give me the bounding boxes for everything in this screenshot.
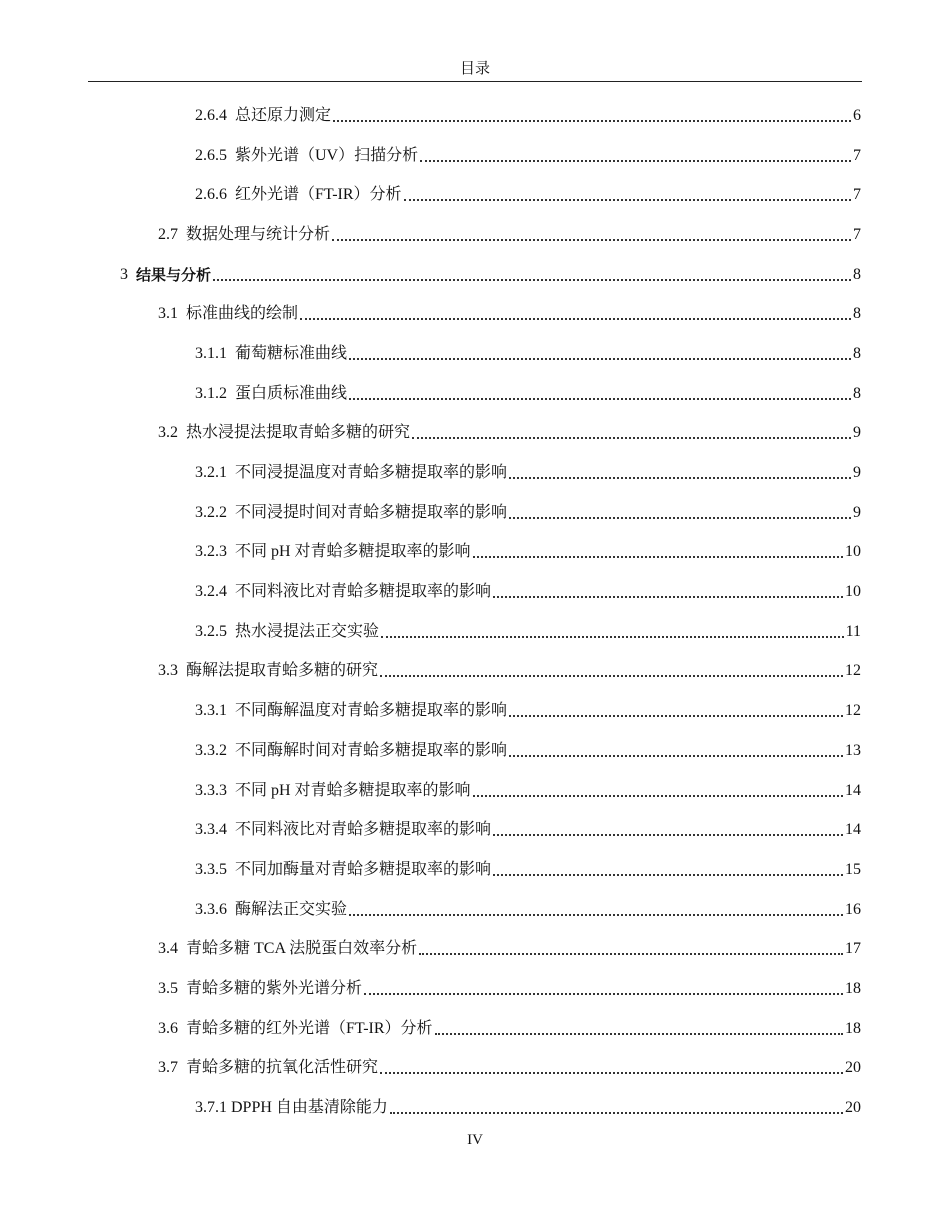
toc-entry-title: 葡萄糖标准曲线 <box>235 344 348 362</box>
toc-entry-number: 3.3.2 <box>195 741 227 759</box>
toc-entry-title: 红外光谱（FT-IR）分析 <box>235 186 402 204</box>
toc-entry-page: 10 <box>845 543 861 561</box>
toc-entry-title: 不同 pH 对青蛤多糖提取率的影响 <box>235 543 471 561</box>
toc-entry-title: 不同酶解时间对青蛤多糖提取率的影响 <box>235 741 508 759</box>
toc-entry-title: 青蛤多糖的紫外光谱分析 <box>186 979 363 997</box>
toc-entry-title: 不同酶解温度对青蛤多糖提取率的影响 <box>235 702 508 720</box>
toc-entry[interactable] <box>0 533 861 573</box>
toc-entry[interactable] <box>0 929 861 969</box>
toc-entry-number: 3.3.3 <box>195 781 227 799</box>
toc-entry-number: 3.2.3 <box>195 543 227 561</box>
toc-entry[interactable] <box>0 414 861 454</box>
dot-leader <box>333 120 851 122</box>
toc-entry[interactable] <box>0 652 861 692</box>
dot-leader <box>349 398 851 400</box>
dot-leader <box>493 874 843 876</box>
toc-entry-number: 3.6 <box>158 1019 178 1037</box>
dot-leader <box>349 914 843 916</box>
dot-leader <box>381 636 844 638</box>
dot-leader <box>420 160 851 162</box>
toc-entry-page: 7 <box>853 225 861 243</box>
toc-entry[interactable] <box>0 294 861 334</box>
toc-entry-number: 3.2.5 <box>195 622 227 640</box>
dot-leader <box>404 199 851 201</box>
dot-leader <box>473 795 843 797</box>
toc-entry-page: 13 <box>845 741 861 759</box>
toc-entry[interactable] <box>0 1009 861 1049</box>
toc-entry-number: 3.1.2 <box>195 384 227 402</box>
dot-leader <box>300 318 851 320</box>
toc-entry-page: 8 <box>853 265 861 283</box>
toc-entry[interactable] <box>0 255 861 295</box>
toc-entry[interactable] <box>0 374 861 414</box>
toc-entry[interactable] <box>0 1088 861 1128</box>
toc-entry-number: 2.6.5 <box>195 146 227 164</box>
toc-entry-number: 3 <box>120 265 128 283</box>
toc-entry-number: 3.3.6 <box>195 900 227 918</box>
toc-entry-page: 12 <box>845 702 861 720</box>
toc-entry-number: 3.3 <box>158 662 178 680</box>
toc-entry-title: DPPH 自由基清除能力 <box>231 1099 388 1117</box>
toc-entry-number: 3.4 <box>158 940 178 958</box>
page-number: IV <box>467 1132 483 1148</box>
dot-leader <box>390 1112 843 1114</box>
dot-leader <box>435 1033 843 1035</box>
dot-leader <box>213 279 851 281</box>
page-header-title: 目录 <box>459 61 490 77</box>
toc-entry-page: 15 <box>845 860 861 878</box>
toc-entry-number: 3.7.1 <box>195 1099 227 1117</box>
dot-leader <box>380 675 843 677</box>
toc-entry-title: 青蛤多糖 TCA 法脱蛋白效率分析 <box>186 940 418 958</box>
dot-leader <box>493 596 843 598</box>
toc-entry-page: 12 <box>845 662 861 680</box>
toc-entry-page: 18 <box>845 1019 861 1037</box>
toc-entry-page: 20 <box>845 1059 861 1077</box>
toc-entry-title: 不同浸提时间对青蛤多糖提取率的影响 <box>235 503 508 521</box>
dot-leader <box>380 1072 843 1074</box>
toc-entry-number: 3.5 <box>158 979 178 997</box>
toc-entry[interactable] <box>0 96 861 136</box>
toc-entry-title: 蛋白质标准曲线 <box>235 384 348 402</box>
toc-entry[interactable] <box>0 890 861 930</box>
toc-entry-page: 6 <box>853 106 861 124</box>
toc-entry-number: 3.2.4 <box>195 583 227 601</box>
toc-entry[interactable] <box>0 334 861 374</box>
toc-entry-title: 酶解法正交实验 <box>235 900 348 918</box>
toc-entry-title: 不同浸提温度对青蛤多糖提取率的影响 <box>235 464 508 482</box>
toc-entry-number: 2.7 <box>158 225 178 243</box>
toc-entry-page: 10 <box>845 583 861 601</box>
toc-entry[interactable] <box>0 810 861 850</box>
dot-leader <box>509 715 843 717</box>
dot-leader <box>332 239 851 241</box>
toc-entry-title: 热水浸提法提取青蛤多糖的研究 <box>186 424 411 442</box>
toc-entry[interactable] <box>0 175 861 215</box>
dot-leader <box>473 556 843 558</box>
toc-entry-number: 3.3.4 <box>195 821 227 839</box>
toc-entry-page: 20 <box>845 1099 861 1117</box>
toc-entry-page: 9 <box>853 503 861 521</box>
toc-entry-page: 8 <box>853 384 861 402</box>
toc-entry[interactable] <box>0 572 861 612</box>
toc-entry[interactable] <box>0 771 861 811</box>
toc-entry-title: 青蛤多糖的抗氧化活性研究 <box>186 1059 379 1077</box>
toc-entry[interactable] <box>0 731 861 771</box>
toc-entry-title: 总还原力测定 <box>235 106 332 124</box>
toc-entry-number: 2.6.4 <box>195 106 227 124</box>
toc-entry[interactable] <box>0 1049 861 1089</box>
toc-entry[interactable] <box>0 612 861 652</box>
dot-leader <box>509 477 851 479</box>
dot-leader <box>349 358 851 360</box>
toc-entry-number: 3.1 <box>158 305 178 323</box>
toc-entry-title: 不同加酶量对青蛤多糖提取率的影响 <box>235 860 492 878</box>
dot-leader <box>364 993 843 995</box>
toc-entry-title: 结果与分析 <box>136 265 212 284</box>
toc-entry-title: 青蛤多糖的红外光谱（FT-IR）分析 <box>186 1019 433 1037</box>
toc-entry-page: 16 <box>845 900 861 918</box>
toc-entry-number: 2.6.6 <box>195 186 227 204</box>
toc-entry-page: 14 <box>845 781 861 799</box>
toc-entry-page: 14 <box>845 821 861 839</box>
toc-entry[interactable] <box>0 493 861 533</box>
toc-entry-title: 不同料液比对青蛤多糖提取率的影响 <box>235 583 492 601</box>
toc-entry-number: 3.2.2 <box>195 503 227 521</box>
toc-entry-title: 热水浸提法正交实验 <box>235 622 380 640</box>
toc-entry-page: 11 <box>845 622 861 640</box>
toc-entry-number: 3.1.1 <box>195 344 227 362</box>
toc-entry[interactable] <box>0 969 861 1009</box>
dot-leader <box>412 437 851 439</box>
toc-entry-page: 9 <box>853 464 861 482</box>
toc-entry-page: 9 <box>853 424 861 442</box>
toc-entry[interactable] <box>0 691 861 731</box>
dot-leader <box>419 953 843 955</box>
toc-entry-number: 3.3.5 <box>195 860 227 878</box>
toc-entry-page: 17 <box>845 940 861 958</box>
toc-entry[interactable] <box>0 850 861 890</box>
toc-entry-title: 数据处理与统计分析 <box>186 225 331 243</box>
toc-entry-title: 不同 pH 对青蛤多糖提取率的影响 <box>235 781 471 799</box>
dot-leader <box>493 834 843 836</box>
toc-entry[interactable] <box>0 215 861 255</box>
toc-entry-page: 7 <box>853 146 861 164</box>
toc-entry-title: 不同料液比对青蛤多糖提取率的影响 <box>235 821 492 839</box>
toc-entry-number: 3.2 <box>158 424 178 442</box>
toc-entry[interactable] <box>0 453 861 493</box>
header-divider <box>88 81 862 82</box>
toc-entry-title: 紫外光谱（UV）扫描分析 <box>235 146 419 164</box>
toc-entry-number: 3.2.1 <box>195 464 227 482</box>
toc-entry-page: 8 <box>853 305 861 323</box>
dot-leader <box>509 517 851 519</box>
toc-entry-title: 标准曲线的绘制 <box>186 305 299 323</box>
toc-entry-number: 3.7 <box>158 1059 178 1077</box>
toc-entry-page: 8 <box>853 344 861 362</box>
toc-entry-page: 18 <box>845 979 861 997</box>
dot-leader <box>509 755 843 757</box>
toc-entry-page: 7 <box>853 186 861 204</box>
toc-entry-number: 3.3.1 <box>195 702 227 720</box>
table-of-contents <box>0 96 950 1128</box>
toc-entry-title: 酶解法提取青蛤多糖的研究 <box>186 662 379 680</box>
toc-entry[interactable] <box>0 136 861 176</box>
